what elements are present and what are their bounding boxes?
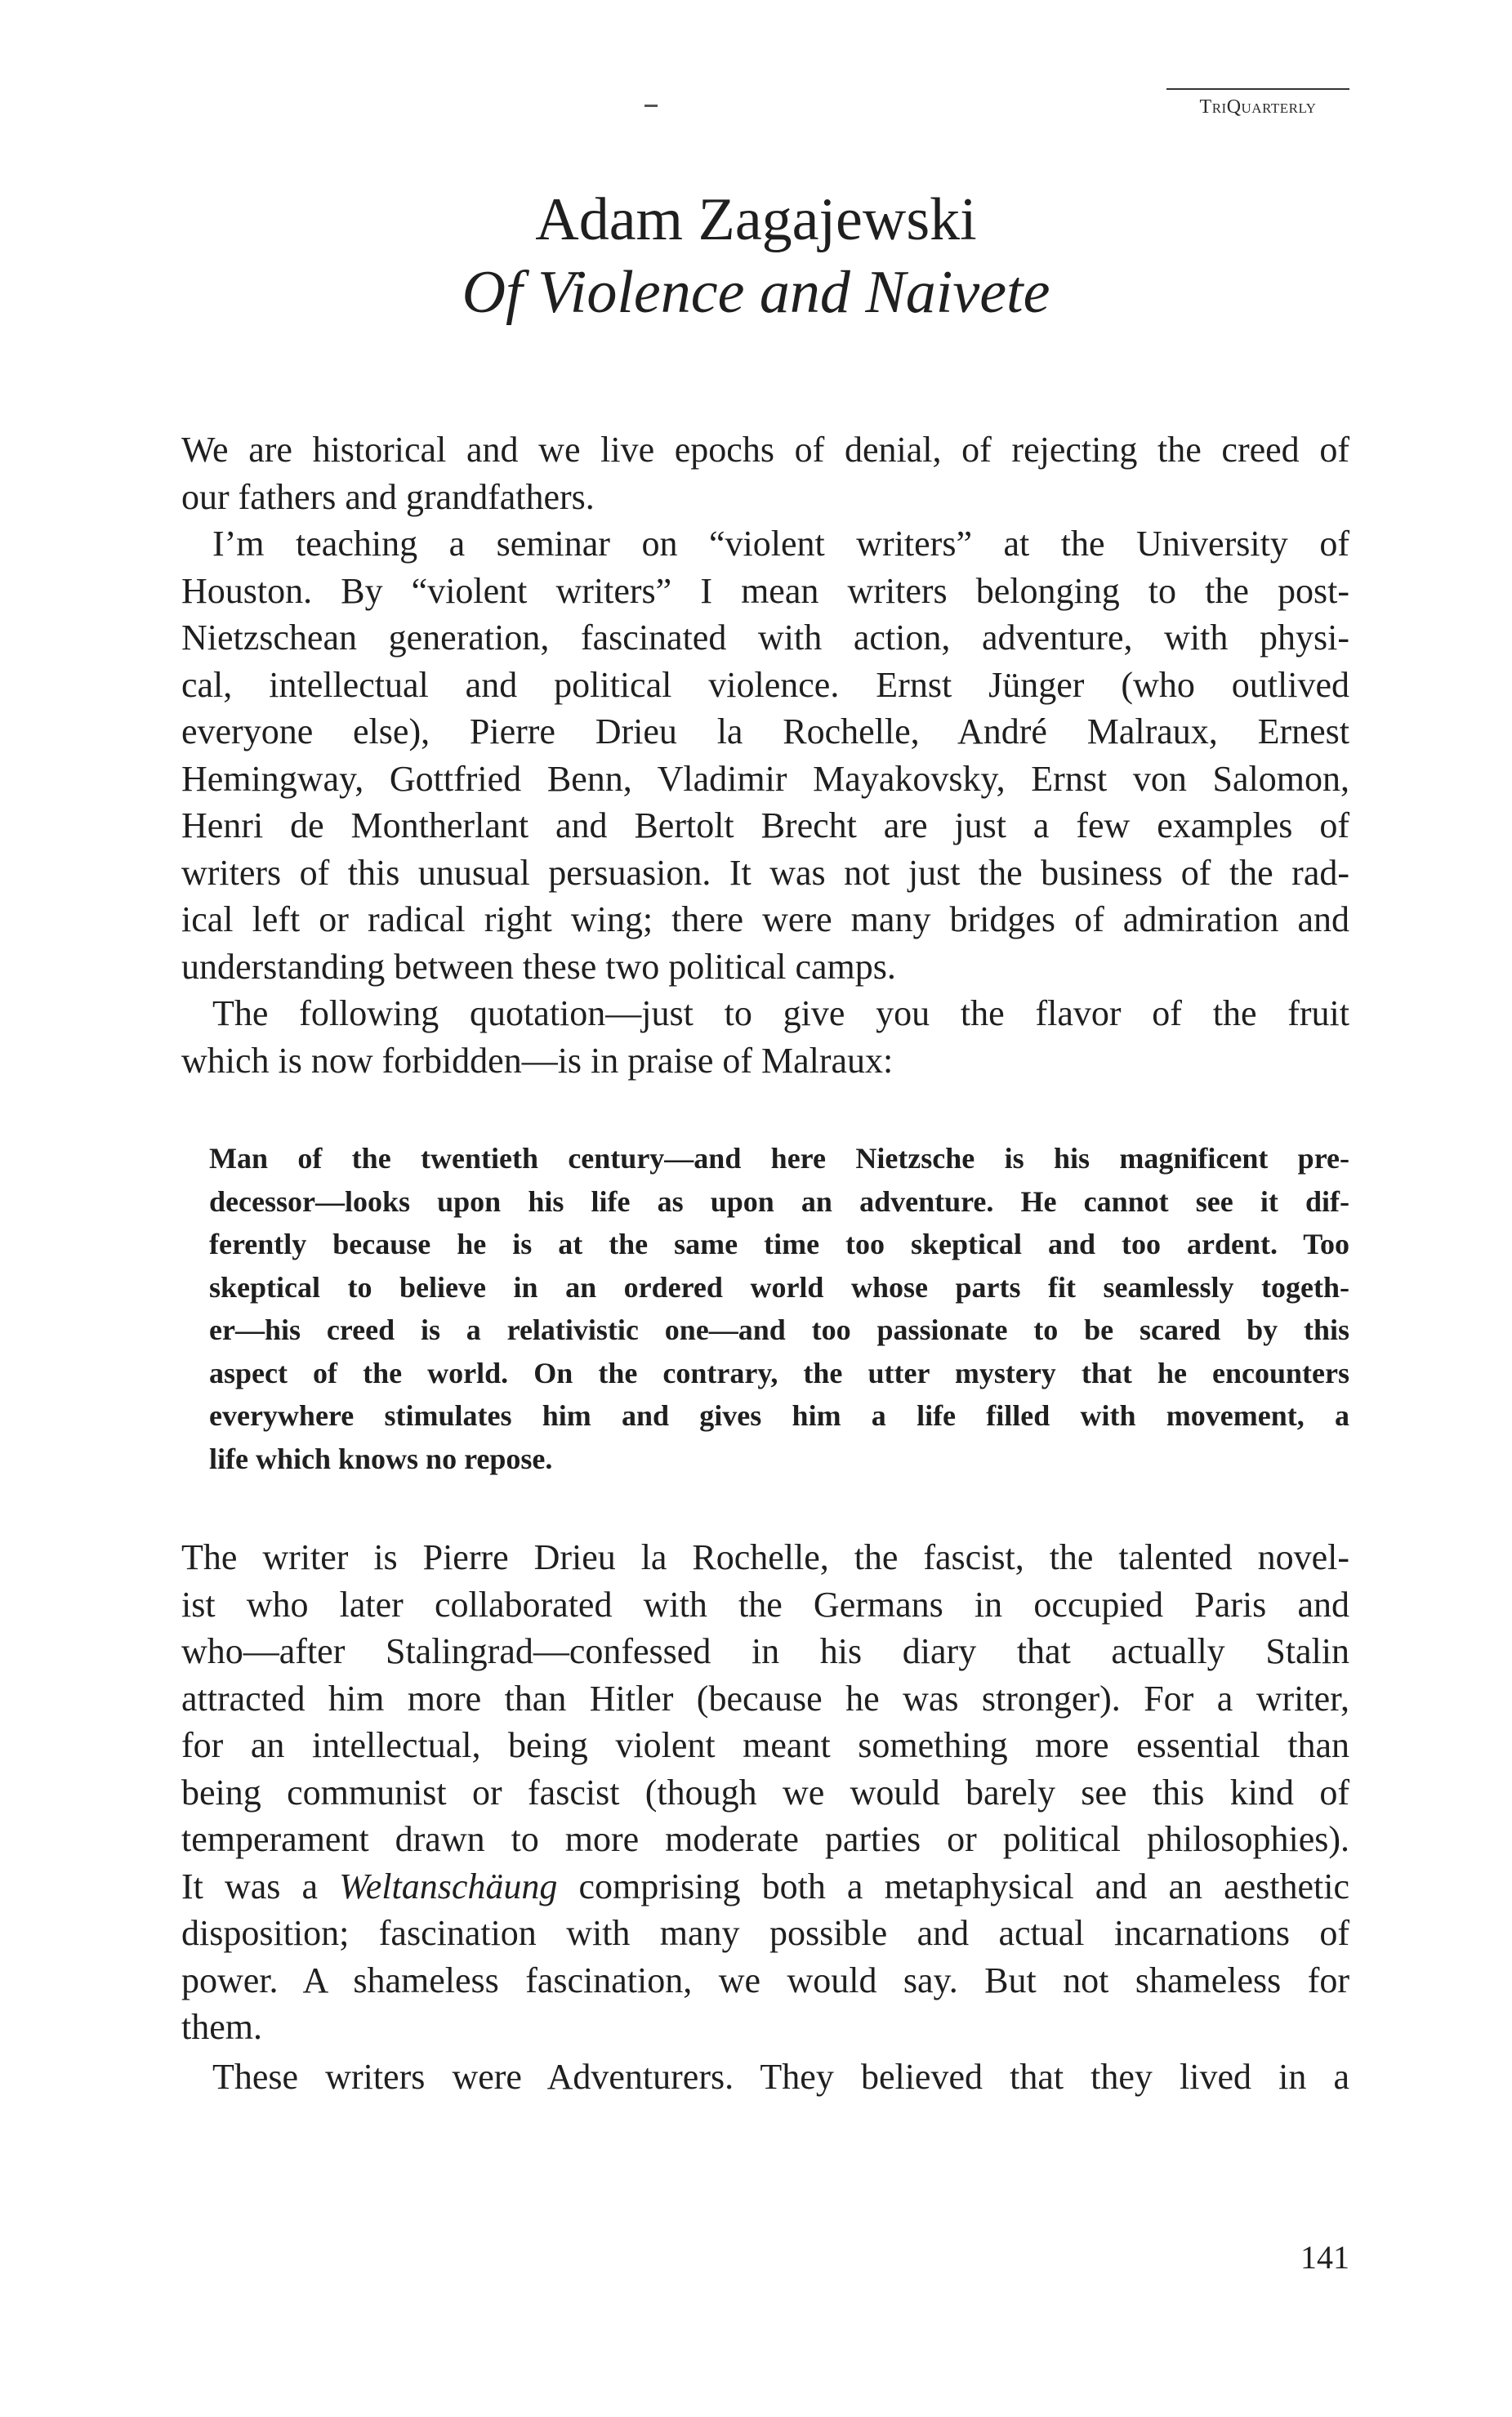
essay-title: Of Violence and Naivete <box>462 259 1050 326</box>
text-line: ical left or radical right wing; there were many bridges of admiration and <box>181 899 1349 939</box>
paragraph-1 <box>181 426 1349 520</box>
text-line: The writer is Pierre Drieu la Rochelle, the fascist, the talented novel- <box>181 1537 1349 1577</box>
paragraph-2 <box>181 520 1349 990</box>
quote-line: life which knows no repose. <box>209 1442 553 1475</box>
text-segment: comprising both a metaphysical and an aesthetic <box>557 1866 1349 1906</box>
paragraph-5 <box>181 2054 1349 2101</box>
text-line: who—after Stalingrad—confessed in his diary that actually Stalin <box>181 1631 1349 1671</box>
title-block <box>0 185 1512 330</box>
quote-line: everywhere stimulates him and gives him a life filled with movement, a <box>209 1399 1349 1432</box>
text-line: cal, intellectual and political violence. Ernst Jünger (who outlived <box>181 664 1349 705</box>
text-line: The following quotation—just to give you the flavor of the fruit <box>212 993 1349 1033</box>
quote-line: Man of the twentieth century—and here Nietzsche is his magnificent pre- <box>209 1142 1349 1175</box>
text-line: power. A shameless fascination, we would say. But not shameless for <box>181 1960 1349 2000</box>
text-line: our fathers and grandfathers. <box>181 476 595 517</box>
author-name: Adam Zagajewski <box>535 186 977 253</box>
text-line: writers of this unusual persuasion. It was not just the business of the rad- <box>181 852 1349 893</box>
text-segment: It was a <box>181 1866 340 1906</box>
italic-term: Weltanschäung <box>339 1866 558 1906</box>
text-line: Hemingway, Gottfried Benn, Vladimir Mayakovsky, Ernst von Salomon, <box>181 758 1349 799</box>
page-number: 141 <box>1300 2239 1349 2276</box>
text-line: being communist or fascist (though we would barely see this kind of <box>181 1772 1349 1813</box>
running-head: TriQuarterly <box>1166 88 1349 118</box>
text-line: These writers were Adventurers. They believed that they lived in a <box>212 2057 1349 2097</box>
text-line: I’m teaching a seminar on “violent writers” at the University of <box>212 524 1349 564</box>
text-line: attracted him more than Hitler (because he was stronger). For a writer, <box>181 1678 1349 1719</box>
text-line: Nietzschean generation, fascinated with action, adventure, with physi- <box>181 618 1349 658</box>
text-line: which is now forbidden—is in praise of Malraux: <box>181 1040 894 1081</box>
paragraph-4 <box>181 1534 1349 2051</box>
quote-line: er—his creed is a relativistic one—and too passionate to be scared by this <box>209 1313 1349 1346</box>
text-line: Houston. By “violent writers” I mean writers belonging to the post- <box>181 570 1349 611</box>
stray-mark <box>644 105 658 107</box>
block-quote <box>209 1137 1349 1480</box>
text-line: everyone else), Pierre Drieu la Rochelle, André Malraux, Ernest <box>181 711 1349 751</box>
text-line: understanding between these two political camps. <box>181 946 896 987</box>
text-line: temperament drawn to more moderate parties or political philosophies). <box>181 1819 1349 1859</box>
text-line: disposition; fascination with many possible and actual incarnations of <box>181 1913 1349 1953</box>
text-line-with-italic <box>181 1863 1349 1911</box>
quote-line: aspect of the world. On the contrary, the utter mystery that he encounters <box>209 1356 1349 1389</box>
paragraph-3 <box>181 990 1349 1084</box>
quote-line: decessor—looks upon his life as upon an adventure. He cannot see it dif- <box>209 1184 1349 1218</box>
text-line: Henri de Montherlant and Bertolt Brecht are just a few examples of <box>181 805 1349 845</box>
text-line: We are historical and we live epochs of denial, of rejecting the creed of <box>181 430 1349 470</box>
quote-line: skeptical to believe in an ordered world whose parts fit seamlessly togeth- <box>209 1270 1349 1304</box>
text-line: ist who later collaborated with the Germans in occupied Paris and <box>181 1584 1349 1625</box>
text-line: them. <box>181 2007 262 2047</box>
quote-line: ferently because he is at the same time too skeptical and too ardent. Too <box>209 1228 1349 1260</box>
text-line: for an intellectual, being violent meant something more essential than <box>181 1725 1349 1765</box>
